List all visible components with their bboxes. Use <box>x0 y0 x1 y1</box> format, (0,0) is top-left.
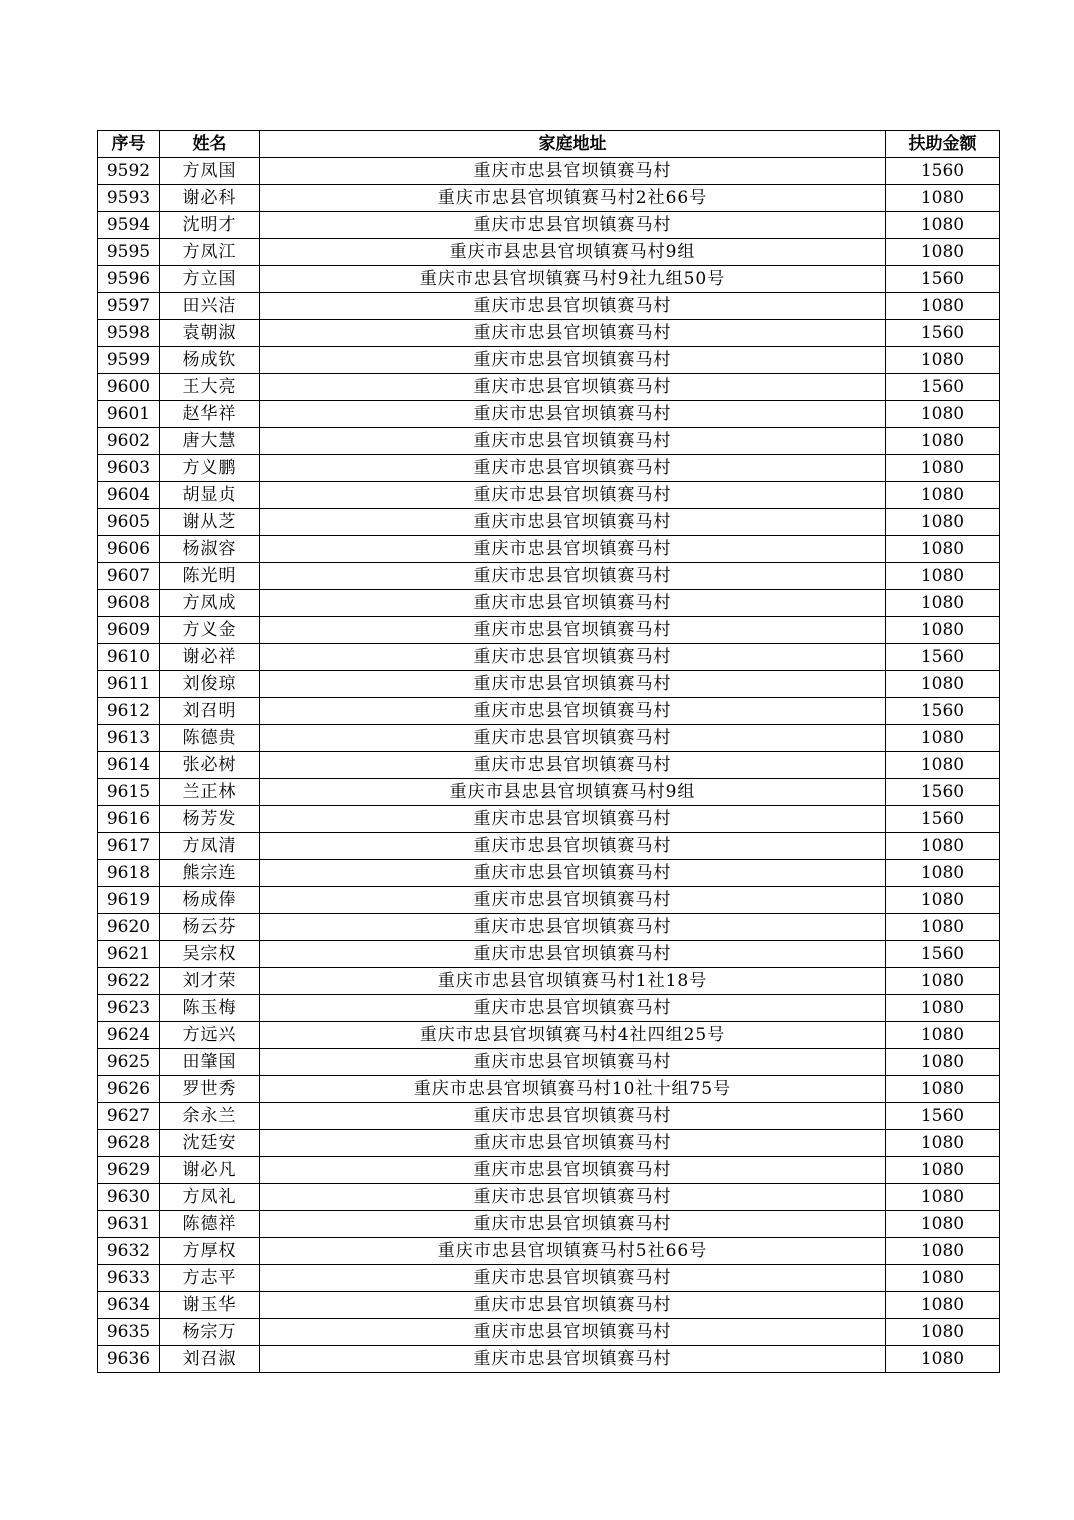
cell-seq: 9608 <box>98 590 160 617</box>
table-row <box>98 995 1000 1022</box>
cell-name: 方凤成 <box>160 590 260 617</box>
cell-name: 余永兰 <box>160 1103 260 1130</box>
cell-seq: 9626 <box>98 1076 160 1103</box>
cell-amount: 1080 <box>886 482 1000 509</box>
table-row <box>98 1265 1000 1292</box>
cell-seq: 9594 <box>98 212 160 239</box>
cell-amount: 1560 <box>886 320 1000 347</box>
cell-name: 刘俊琼 <box>160 671 260 698</box>
cell-seq: 9596 <box>98 266 160 293</box>
cell-seq: 9609 <box>98 617 160 644</box>
cell-name: 杨成钦 <box>160 347 260 374</box>
table-row <box>98 536 1000 563</box>
table-row <box>98 374 1000 401</box>
cell-amount: 1080 <box>886 995 1000 1022</box>
cell-amount: 1080 <box>886 347 1000 374</box>
header-address: 家庭地址 <box>260 131 886 158</box>
cell-name: 胡显贞 <box>160 482 260 509</box>
table-row <box>98 1130 1000 1157</box>
table-row <box>98 806 1000 833</box>
cell-address: 重庆市忠县官坝镇赛马村 <box>260 401 886 428</box>
cell-amount: 1080 <box>886 1157 1000 1184</box>
cell-amount: 1080 <box>886 1022 1000 1049</box>
table-row <box>98 185 1000 212</box>
cell-seq: 9631 <box>98 1211 160 1238</box>
cell-seq: 9614 <box>98 752 160 779</box>
cell-amount: 1080 <box>886 536 1000 563</box>
cell-amount: 1560 <box>886 941 1000 968</box>
table-row <box>98 1346 1000 1373</box>
cell-name: 赵华祥 <box>160 401 260 428</box>
cell-name: 方凤国 <box>160 158 260 185</box>
cell-address: 重庆市忠县官坝镇赛马村5社66号 <box>260 1238 886 1265</box>
cell-address: 重庆市忠县官坝镇赛马村 <box>260 1184 886 1211</box>
cell-name: 杨云芬 <box>160 914 260 941</box>
cell-address: 重庆市忠县官坝镇赛马村 <box>260 806 886 833</box>
cell-name: 方凤江 <box>160 239 260 266</box>
cell-amount: 1080 <box>886 1238 1000 1265</box>
table-row <box>98 1157 1000 1184</box>
cell-seq: 9606 <box>98 536 160 563</box>
cell-address: 重庆市忠县官坝镇赛马村 <box>260 1130 886 1157</box>
cell-seq: 9593 <box>98 185 160 212</box>
cell-name: 田兴洁 <box>160 293 260 320</box>
cell-name: 谢从芝 <box>160 509 260 536</box>
cell-address: 重庆市忠县官坝镇赛马村 <box>260 455 886 482</box>
header-seq: 序号 <box>98 131 160 158</box>
cell-address: 重庆市忠县官坝镇赛马村10社十组75号 <box>260 1076 886 1103</box>
cell-seq: 9632 <box>98 1238 160 1265</box>
cell-amount: 1080 <box>886 860 1000 887</box>
cell-seq: 9597 <box>98 293 160 320</box>
cell-amount: 1080 <box>886 1049 1000 1076</box>
cell-seq: 9605 <box>98 509 160 536</box>
table-row <box>98 941 1000 968</box>
cell-seq: 9603 <box>98 455 160 482</box>
cell-seq: 9633 <box>98 1265 160 1292</box>
cell-amount: 1560 <box>886 266 1000 293</box>
cell-address: 重庆市忠县官坝镇赛马村 <box>260 941 886 968</box>
cell-amount: 1080 <box>886 185 1000 212</box>
cell-name: 杨成俸 <box>160 887 260 914</box>
cell-address: 重庆市忠县官坝镇赛马村 <box>260 644 886 671</box>
table-row <box>98 1076 1000 1103</box>
cell-amount: 1080 <box>886 752 1000 779</box>
cell-address: 重庆市忠县官坝镇赛马村 <box>260 590 886 617</box>
cell-name: 熊宗连 <box>160 860 260 887</box>
table-row <box>98 968 1000 995</box>
cell-seq: 9634 <box>98 1292 160 1319</box>
cell-amount: 1080 <box>886 1292 1000 1319</box>
cell-amount: 1080 <box>886 455 1000 482</box>
cell-seq: 9611 <box>98 671 160 698</box>
cell-name: 陈玉梅 <box>160 995 260 1022</box>
cell-amount: 1080 <box>886 1076 1000 1103</box>
table-row <box>98 482 1000 509</box>
cell-seq: 9592 <box>98 158 160 185</box>
cell-name: 方义鹏 <box>160 455 260 482</box>
cell-seq: 9627 <box>98 1103 160 1130</box>
table-row <box>98 752 1000 779</box>
cell-address: 重庆市县忠县官坝镇赛马村9组 <box>260 779 886 806</box>
cell-address: 重庆市忠县官坝镇赛马村 <box>260 833 886 860</box>
table-row <box>98 1292 1000 1319</box>
cell-amount: 1080 <box>886 1346 1000 1373</box>
table-row <box>98 887 1000 914</box>
cell-address: 重庆市忠县官坝镇赛马村 <box>260 887 886 914</box>
table-row <box>98 698 1000 725</box>
cell-name: 方凤礼 <box>160 1184 260 1211</box>
cell-seq: 9613 <box>98 725 160 752</box>
cell-amount: 1080 <box>886 1265 1000 1292</box>
cell-address: 重庆市忠县官坝镇赛马村 <box>260 752 886 779</box>
cell-amount: 1080 <box>886 968 1000 995</box>
cell-address: 重庆市忠县官坝镇赛马村2社66号 <box>260 185 886 212</box>
cell-address: 重庆市忠县官坝镇赛马村 <box>260 347 886 374</box>
cell-amount: 1080 <box>886 1184 1000 1211</box>
table-row <box>98 563 1000 590</box>
cell-address: 重庆市忠县官坝镇赛马村 <box>260 158 886 185</box>
table-row <box>98 1238 1000 1265</box>
table-row <box>98 1049 1000 1076</box>
cell-amount: 1080 <box>886 509 1000 536</box>
header-name: 姓名 <box>160 131 260 158</box>
table-row <box>98 1319 1000 1346</box>
cell-address: 重庆市忠县官坝镇赛马村 <box>260 1265 886 1292</box>
cell-seq: 9618 <box>98 860 160 887</box>
table-row <box>98 293 1000 320</box>
cell-seq: 9620 <box>98 914 160 941</box>
table-row <box>98 347 1000 374</box>
cell-name: 沈明才 <box>160 212 260 239</box>
cell-name: 沈廷安 <box>160 1130 260 1157</box>
cell-seq: 9610 <box>98 644 160 671</box>
cell-amount: 1560 <box>886 158 1000 185</box>
table-row <box>98 590 1000 617</box>
cell-address: 重庆市忠县官坝镇赛马村4社四组25号 <box>260 1022 886 1049</box>
cell-name: 谢必祥 <box>160 644 260 671</box>
cell-seq: 9629 <box>98 1157 160 1184</box>
cell-address: 重庆市忠县官坝镇赛马村 <box>260 563 886 590</box>
cell-seq: 9607 <box>98 563 160 590</box>
cell-address: 重庆市忠县官坝镇赛马村 <box>260 536 886 563</box>
cell-address: 重庆市忠县官坝镇赛马村 <box>260 1346 886 1373</box>
table-row <box>98 725 1000 752</box>
cell-address: 重庆市忠县官坝镇赛马村 <box>260 617 886 644</box>
cell-seq: 9599 <box>98 347 160 374</box>
cell-name: 王大亮 <box>160 374 260 401</box>
cell-name: 方义金 <box>160 617 260 644</box>
cell-address: 重庆市忠县官坝镇赛马村 <box>260 1292 886 1319</box>
cell-name: 杨宗万 <box>160 1319 260 1346</box>
cell-address: 重庆市忠县官坝镇赛马村 <box>260 428 886 455</box>
cell-name: 刘召淑 <box>160 1346 260 1373</box>
cell-address: 重庆市忠县官坝镇赛马村 <box>260 509 886 536</box>
header-row <box>98 131 1000 158</box>
cell-name: 谢必科 <box>160 185 260 212</box>
cell-address: 重庆市忠县官坝镇赛马村 <box>260 1319 886 1346</box>
table-row <box>98 833 1000 860</box>
table-row <box>98 509 1000 536</box>
cell-seq: 9604 <box>98 482 160 509</box>
cell-name: 方凤清 <box>160 833 260 860</box>
cell-amount: 1560 <box>886 779 1000 806</box>
cell-seq: 9636 <box>98 1346 160 1373</box>
cell-amount: 1080 <box>886 887 1000 914</box>
cell-address: 重庆市忠县官坝镇赛马村 <box>260 374 886 401</box>
cell-address: 重庆市忠县官坝镇赛马村 <box>260 482 886 509</box>
cell-address: 重庆市忠县官坝镇赛马村9社九组50号 <box>260 266 886 293</box>
cell-name: 陈光明 <box>160 563 260 590</box>
cell-name: 兰正林 <box>160 779 260 806</box>
cell-name: 谢必凡 <box>160 1157 260 1184</box>
cell-address: 重庆市忠县官坝镇赛马村 <box>260 725 886 752</box>
cell-amount: 1560 <box>886 644 1000 671</box>
cell-name: 方志平 <box>160 1265 260 1292</box>
beneficiary-table <box>97 130 1000 1373</box>
cell-amount: 1080 <box>886 1130 1000 1157</box>
cell-amount: 1080 <box>886 617 1000 644</box>
cell-seq: 9615 <box>98 779 160 806</box>
table-row <box>98 860 1000 887</box>
cell-seq: 9635 <box>98 1319 160 1346</box>
cell-name: 张必树 <box>160 752 260 779</box>
cell-address: 重庆市忠县官坝镇赛马村 <box>260 1157 886 1184</box>
cell-address: 重庆市忠县官坝镇赛马村 <box>260 293 886 320</box>
cell-seq: 9601 <box>98 401 160 428</box>
cell-address: 重庆市忠县官坝镇赛马村 <box>260 1049 886 1076</box>
cell-name: 罗世秀 <box>160 1076 260 1103</box>
cell-name: 谢玉华 <box>160 1292 260 1319</box>
table-row <box>98 779 1000 806</box>
cell-address: 重庆市忠县官坝镇赛马村 <box>260 995 886 1022</box>
cell-name: 方立国 <box>160 266 260 293</box>
cell-seq: 9624 <box>98 1022 160 1049</box>
cell-seq: 9598 <box>98 320 160 347</box>
cell-seq: 9625 <box>98 1049 160 1076</box>
cell-name: 陈德贵 <box>160 725 260 752</box>
cell-seq: 9622 <box>98 968 160 995</box>
cell-amount: 1080 <box>886 401 1000 428</box>
table-row <box>98 1184 1000 1211</box>
cell-address: 重庆市忠县官坝镇赛马村 <box>260 1103 886 1130</box>
cell-seq: 9600 <box>98 374 160 401</box>
cell-amount: 1080 <box>886 725 1000 752</box>
cell-amount: 1560 <box>886 698 1000 725</box>
cell-seq: 9619 <box>98 887 160 914</box>
cell-amount: 1080 <box>886 293 1000 320</box>
table-row <box>98 1211 1000 1238</box>
table-row <box>98 617 1000 644</box>
table-row <box>98 914 1000 941</box>
table-row <box>98 1022 1000 1049</box>
cell-name: 田肇国 <box>160 1049 260 1076</box>
cell-seq: 9630 <box>98 1184 160 1211</box>
cell-amount: 1560 <box>886 806 1000 833</box>
cell-amount: 1080 <box>886 1319 1000 1346</box>
table-row <box>98 455 1000 482</box>
cell-address: 重庆市县忠县官坝镇赛马村9组 <box>260 239 886 266</box>
table-row <box>98 1103 1000 1130</box>
cell-amount: 1080 <box>886 563 1000 590</box>
cell-name: 刘才荣 <box>160 968 260 995</box>
table-row <box>98 158 1000 185</box>
cell-amount: 1080 <box>886 914 1000 941</box>
cell-name: 方厚权 <box>160 1238 260 1265</box>
cell-seq: 9602 <box>98 428 160 455</box>
cell-address: 重庆市忠县官坝镇赛马村 <box>260 212 886 239</box>
cell-address: 重庆市忠县官坝镇赛马村 <box>260 1211 886 1238</box>
cell-amount: 1080 <box>886 239 1000 266</box>
cell-name: 刘召明 <box>160 698 260 725</box>
cell-name: 方远兴 <box>160 1022 260 1049</box>
cell-name: 袁朝淑 <box>160 320 260 347</box>
cell-amount: 1080 <box>886 671 1000 698</box>
table-row <box>98 212 1000 239</box>
cell-name: 唐大慧 <box>160 428 260 455</box>
header-amount: 扶助金额 <box>886 131 1000 158</box>
table-row <box>98 428 1000 455</box>
cell-amount: 1080 <box>886 428 1000 455</box>
cell-seq: 9616 <box>98 806 160 833</box>
cell-seq: 9617 <box>98 833 160 860</box>
cell-address: 重庆市忠县官坝镇赛马村 <box>260 671 886 698</box>
cell-seq: 9612 <box>98 698 160 725</box>
cell-address: 重庆市忠县官坝镇赛马村 <box>260 860 886 887</box>
table-row <box>98 239 1000 266</box>
cell-amount: 1080 <box>886 1211 1000 1238</box>
cell-name: 陈德祥 <box>160 1211 260 1238</box>
cell-amount: 1560 <box>886 374 1000 401</box>
cell-amount: 1560 <box>886 1103 1000 1130</box>
cell-name: 杨淑容 <box>160 536 260 563</box>
table-row <box>98 401 1000 428</box>
cell-seq: 9595 <box>98 239 160 266</box>
table-row <box>98 266 1000 293</box>
table-header <box>98 131 1000 158</box>
cell-name: 杨芳发 <box>160 806 260 833</box>
cell-address: 重庆市忠县官坝镇赛马村1社18号 <box>260 968 886 995</box>
cell-seq: 9621 <box>98 941 160 968</box>
cell-address: 重庆市忠县官坝镇赛马村 <box>260 320 886 347</box>
cell-amount: 1080 <box>886 590 1000 617</box>
cell-seq: 9628 <box>98 1130 160 1157</box>
table-row <box>98 320 1000 347</box>
cell-address: 重庆市忠县官坝镇赛马村 <box>260 698 886 725</box>
table-row <box>98 644 1000 671</box>
table-row <box>98 671 1000 698</box>
cell-seq: 9623 <box>98 995 160 1022</box>
cell-amount: 1080 <box>886 212 1000 239</box>
cell-amount: 1080 <box>886 833 1000 860</box>
cell-address: 重庆市忠县官坝镇赛马村 <box>260 914 886 941</box>
table-body <box>98 158 1000 1373</box>
cell-name: 吴宗权 <box>160 941 260 968</box>
